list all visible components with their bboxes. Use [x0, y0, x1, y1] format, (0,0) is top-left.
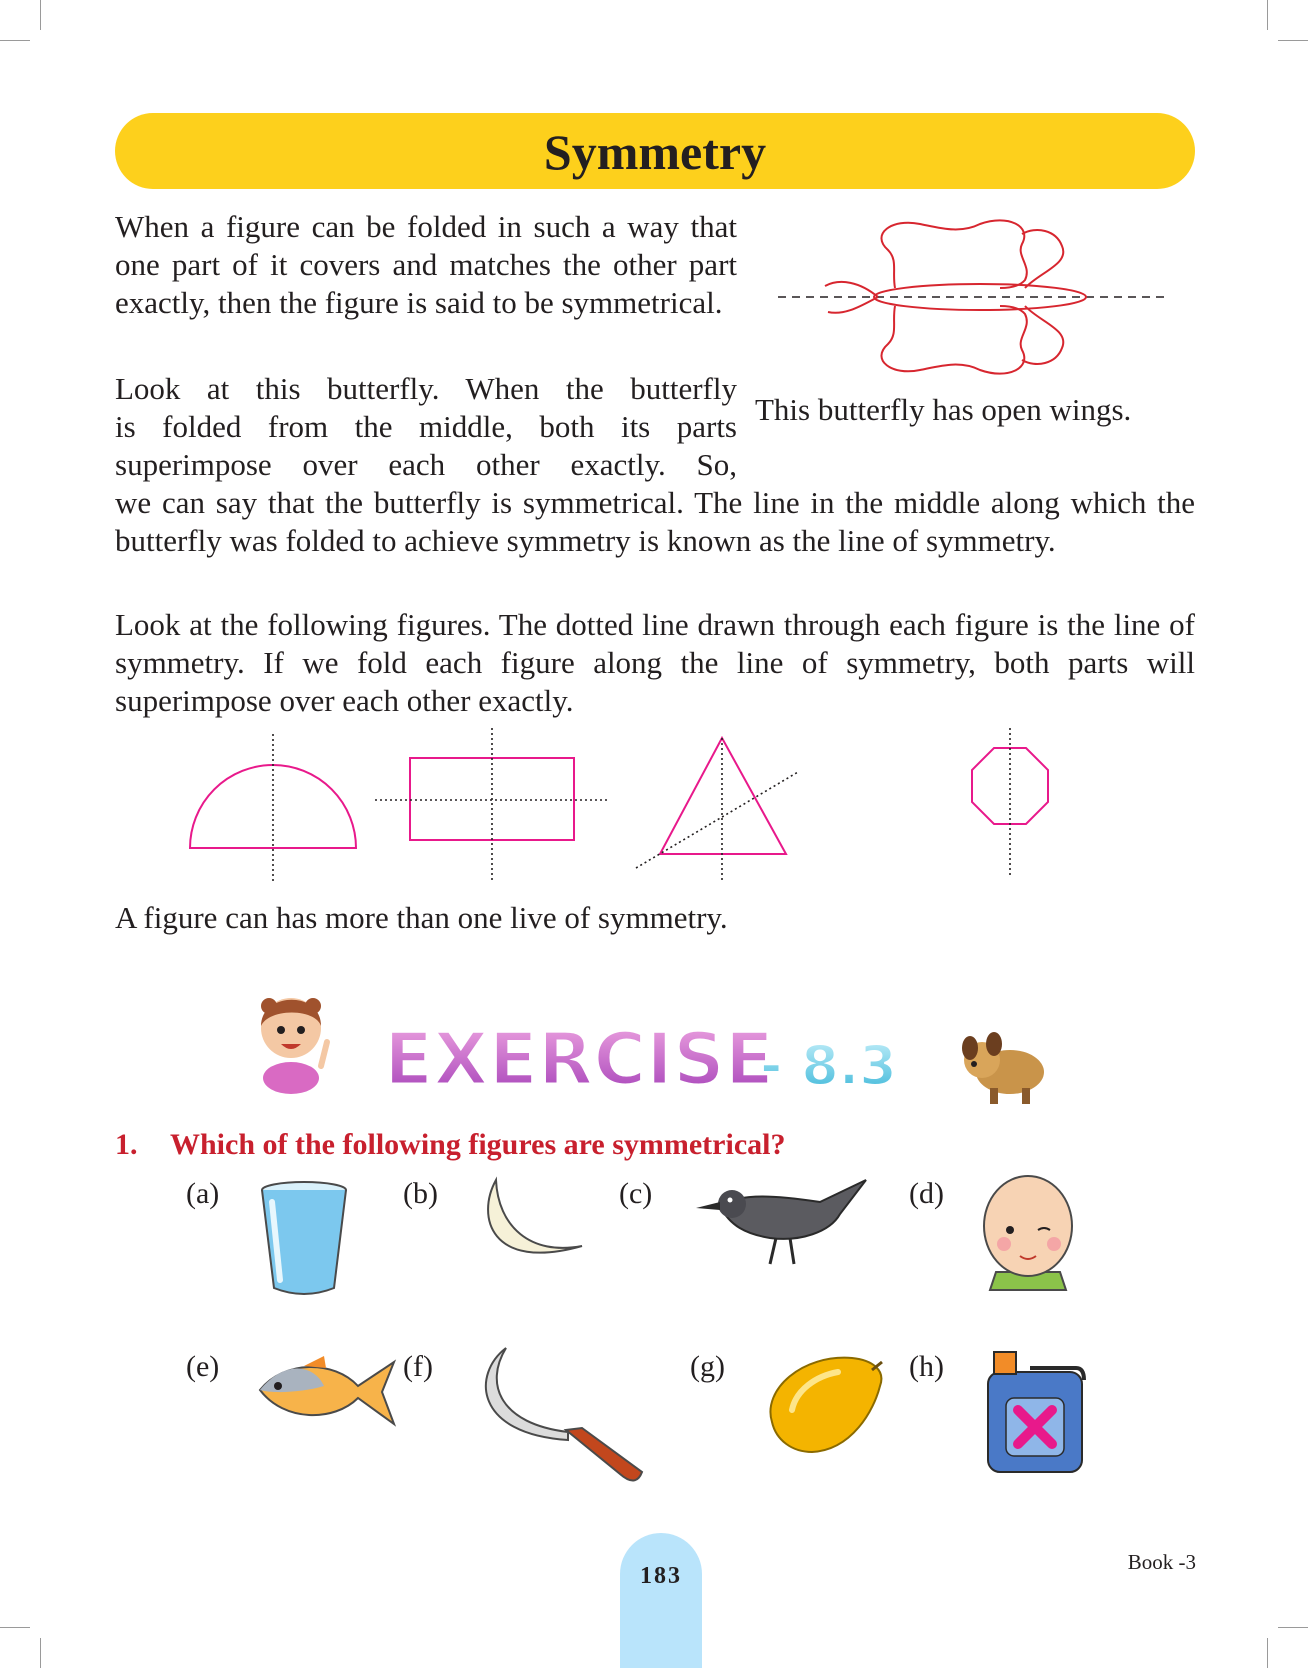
butterfly-paragraph-rest: we can say that the butterfly is symmetrical. The line in the middle along which the butterfly was folded to achieve symmetry is known as the line of symmetry.: [115, 485, 1195, 558]
page-number-tab: [620, 1533, 702, 1668]
crop-mark: [0, 40, 30, 41]
crow-picture: [690, 1172, 870, 1272]
option-label-a: (a): [186, 1177, 220, 1210]
symmetry-note: A figure can has more than one live of symmetry.: [115, 900, 728, 935]
butterfly-paragraph-line-2: is folded from the middle, both its parts: [115, 409, 737, 444]
butterfly-paragraph-line-1: Look at this butterfly. When the butterfly: [115, 371, 737, 406]
dog-toy-illustration: [960, 1030, 1050, 1110]
crop-mark: [0, 1627, 30, 1628]
symmetry-figures: [180, 728, 1090, 888]
crop-mark: [40, 1638, 41, 1668]
figures-paragraph: Look at the following figures. The dotted line drawn through each figure is the line of symmetry. If we fold each figure along the line of symmetry, both parts will superimpose over each other exactly.: [115, 607, 1195, 718]
mango-picture: [762, 1350, 890, 1456]
butterfly-caption: This butterfly has open wings.: [755, 392, 1132, 427]
option-label-h: (h): [909, 1350, 944, 1383]
fish-picture: [254, 1352, 400, 1428]
butterfly-paragraph-line-3: superimpose over each other exactly. So,: [115, 447, 737, 482]
crop-mark: [1278, 40, 1308, 41]
sickle-picture: [470, 1344, 646, 1492]
exercise-word: EXERCISE: [384, 1017, 774, 1101]
crop-mark: [1267, 1638, 1268, 1668]
butterfly-figure: [770, 212, 1180, 392]
option-label-f: (f): [403, 1350, 433, 1383]
exercise-number: - 8.3: [760, 1034, 897, 1097]
question-text: Which of the following figures are symmetrical?: [170, 1128, 786, 1161]
glass-picture: [256, 1180, 352, 1300]
crop-mark: [1278, 1627, 1308, 1628]
jerry-can-picture: [980, 1346, 1090, 1476]
option-label-g: (g): [690, 1350, 725, 1383]
question-number: 1.: [115, 1128, 138, 1161]
page-title: Symmetry: [543, 124, 767, 180]
baby-face-picture: [976, 1172, 1080, 1300]
option-label-b: (b): [403, 1177, 438, 1210]
option-label-d: (d): [909, 1177, 944, 1210]
crescent-moon-picture: [470, 1176, 586, 1276]
question-1: [115, 1128, 785, 1162]
crop-mark: [1267, 0, 1268, 30]
book-label: Book -3: [1127, 1550, 1196, 1574]
triangle-shape: [660, 738, 786, 854]
exercise-heading: [380, 1000, 960, 1104]
crop-mark: [40, 0, 41, 30]
option-label-e: (e): [186, 1350, 220, 1383]
page-number: 183: [640, 1563, 682, 1589]
title-bar: [115, 113, 1195, 189]
girl-illustration: [255, 982, 335, 1094]
intro-paragraph: When a figure can be folded in such a way that one part of it covers and matches the other part exactly, then the figure is said to be symmetrical.: [115, 209, 737, 320]
option-label-c: (c): [619, 1177, 653, 1210]
